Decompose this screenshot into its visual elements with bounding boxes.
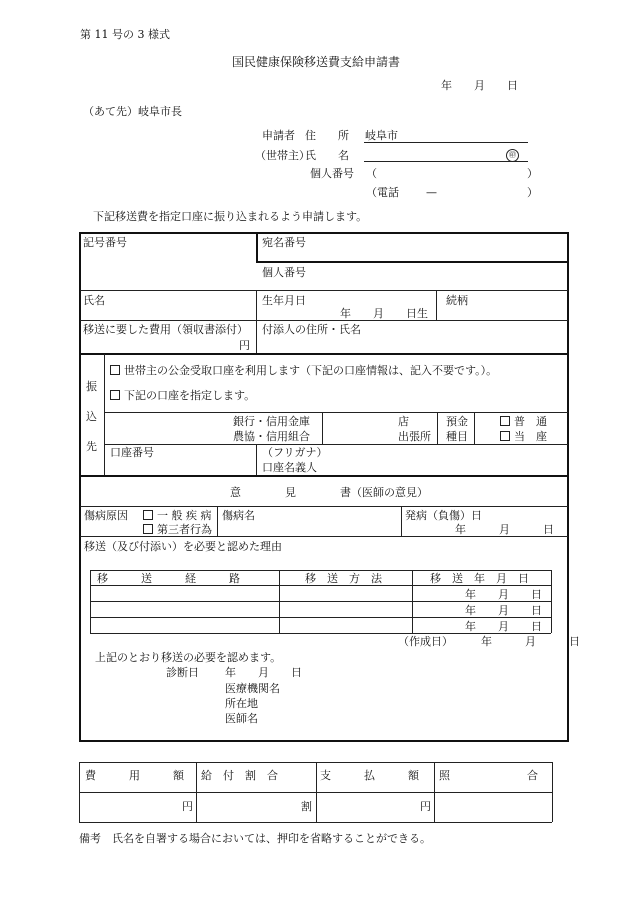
divider: [256, 444, 257, 475]
branch-label-2: 出張所: [398, 430, 431, 443]
subtable-col: [279, 570, 280, 633]
divider: [104, 444, 568, 445]
route-row-date[interactable]: 年 月 日: [465, 604, 542, 617]
created-date[interactable]: 年 月 日: [481, 635, 580, 648]
col-route: 移 送 経 路: [97, 572, 240, 585]
personal-no-open: （: [366, 167, 377, 180]
shimei-label: 氏名: [83, 294, 105, 307]
reason-label: 移送（及び付添い）を必要と認めた理由: [84, 540, 282, 553]
cost-unit: 円: [182, 800, 193, 813]
checkbox-icon[interactable]: [143, 524, 153, 534]
intro-text: 下記移送費を指定口座に振り込まれるよう申請します。: [93, 210, 368, 223]
date-line[interactable]: 年 月 日: [441, 79, 518, 92]
personal-no-close: ）: [527, 167, 538, 180]
furikomi-char-2: 込: [86, 410, 97, 423]
birth-label: 生年月日: [262, 294, 306, 307]
subtable-row: [90, 585, 551, 586]
furikomi-char-3: 先: [86, 440, 97, 453]
label-name: 氏 名: [305, 149, 349, 162]
phone-dash: —: [426, 186, 437, 199]
divider: [79, 475, 568, 477]
divider: [256, 233, 258, 262]
checkbox-icon[interactable]: [500, 431, 510, 441]
label-address: 住 所: [305, 129, 349, 142]
branch-label-1: 店: [398, 415, 409, 428]
institution-label: 医療機関名: [225, 682, 280, 695]
cost-header: 費 用 額: [85, 769, 184, 782]
checkbox-icon[interactable]: [110, 390, 120, 400]
cause-label: 傷病原因: [84, 509, 128, 522]
account-no-label: 口座番号: [110, 446, 154, 459]
checkbox-icon[interactable]: [143, 510, 153, 520]
check-header: 照 合: [439, 769, 538, 782]
form-number: 第 11 号の 3 様式: [80, 28, 170, 41]
address-underline: [364, 142, 528, 143]
kigo-bango-label: 記号番号: [83, 236, 127, 249]
bottom-col: [316, 762, 317, 822]
table-right: [567, 232, 569, 741]
account-holder-label: 口座名義人: [262, 461, 317, 474]
option-public-account[interactable]: 世帯主の公金受取口座を利用します（下記の口座情報は、記入不要です。）。: [110, 365, 497, 376]
divider: [80, 536, 568, 537]
divider: [80, 320, 568, 321]
deposit-type-normal[interactable]: 普 通: [500, 416, 547, 427]
route-row-date[interactable]: 年 月 日: [465, 588, 542, 601]
divider: [80, 290, 568, 291]
divider: [104, 354, 105, 476]
addressee: （あて先）岐阜市長: [83, 105, 182, 118]
divider: [79, 353, 568, 355]
divider: [436, 290, 437, 320]
col-method: 移 送 方 法: [305, 572, 382, 585]
col-date: 移 送 年 月 日: [430, 572, 529, 585]
doctor-label: 医師名: [225, 712, 258, 725]
label-applicant: 申請者: [262, 129, 295, 142]
subtable-col: [90, 570, 91, 633]
address-value[interactable]: 岐阜市: [365, 129, 398, 142]
seal-mark: ㊞: [506, 148, 519, 162]
subtable-row: [90, 617, 551, 618]
bank-label-2: 農協・信用組合: [233, 430, 310, 443]
location-label: 所在地: [225, 697, 258, 710]
furigana-label: （フリガナ）: [262, 446, 328, 459]
divider: [104, 412, 568, 413]
divider: [217, 506, 218, 536]
name-underline: [364, 161, 528, 162]
rate-unit: 割: [301, 800, 312, 813]
subtable-bottom: [90, 633, 551, 634]
subtable-col: [412, 570, 413, 633]
created-label: （作成日）: [398, 635, 453, 648]
payment-unit: 円: [420, 800, 431, 813]
zokugara-label: 続柄: [446, 294, 468, 307]
opinion-title: 意 見 書（医師の意見）: [230, 486, 428, 499]
option-specified-account[interactable]: 下記の口座を指定します。: [110, 390, 255, 401]
subtable-row: [90, 601, 551, 602]
deposit-type-current[interactable]: 当 座: [500, 431, 547, 442]
bank-label-1: 銀行・信用金庫: [233, 415, 310, 428]
label-personal-no: 個人番号: [310, 167, 354, 180]
bottom-table-bottom: [79, 822, 552, 823]
divider: [256, 290, 257, 354]
rate-header: 給 付 割 合: [201, 769, 278, 782]
checkbox-icon[interactable]: [110, 365, 120, 375]
kind-label: 種目: [446, 430, 468, 443]
diag-date[interactable]: 年 月 日: [225, 666, 302, 679]
divider: [80, 506, 568, 507]
onset-label: 発病（負傷）日: [405, 509, 482, 522]
divider: [322, 412, 323, 444]
diag-date-label: 診断日: [166, 666, 199, 679]
bottom-col: [434, 762, 435, 822]
approve-text: 上記のとおり移送の必要を認めます。: [95, 651, 282, 664]
escort-label: 付添人の住所・氏名: [262, 323, 361, 336]
divider: [474, 412, 475, 444]
subtable-col: [551, 570, 552, 633]
checkbox-icon[interactable]: [500, 416, 510, 426]
payment-header: 支 払 額: [320, 769, 419, 782]
cost-label: 移送に要した費用（領収書添付）: [83, 323, 248, 336]
disease-name-label: 傷病名: [222, 509, 255, 522]
furikomi-char-1: 振: [86, 380, 97, 393]
table-left: [79, 232, 81, 741]
phone-label: （電話: [366, 186, 399, 199]
divider: [256, 261, 568, 263]
cause-third-party[interactable]: 第三者行為: [143, 524, 212, 535]
form-title: 国民健康保険移送費支給申請書: [232, 55, 401, 69]
bottom-col: [552, 762, 553, 822]
onset-date[interactable]: 年 月 日: [455, 523, 554, 536]
deposit-label: 預金: [446, 415, 468, 428]
divider: [401, 506, 402, 536]
phone-close: ）: [527, 186, 538, 199]
table-bottom: [79, 740, 569, 742]
route-row-date[interactable]: 年 月 日: [465, 620, 542, 633]
bottom-col: [196, 762, 197, 822]
cost-unit: 円: [239, 339, 250, 352]
bottom-col: [79, 762, 80, 822]
divider: [437, 412, 438, 444]
cause-general[interactable]: 一 般 疾 病: [143, 510, 212, 521]
kojin-bango-label: 個人番号: [262, 266, 306, 279]
label-householder: （世帯主）: [255, 149, 310, 162]
table-top: [79, 232, 568, 234]
atena-bango-label: 宛名番号: [262, 236, 306, 249]
birth-date[interactable]: 年 月 日生: [340, 307, 428, 320]
footer-note: 備考 氏名を自署する場合においては、押印を省略することができる。: [79, 832, 431, 845]
subtable-top: [90, 570, 551, 571]
